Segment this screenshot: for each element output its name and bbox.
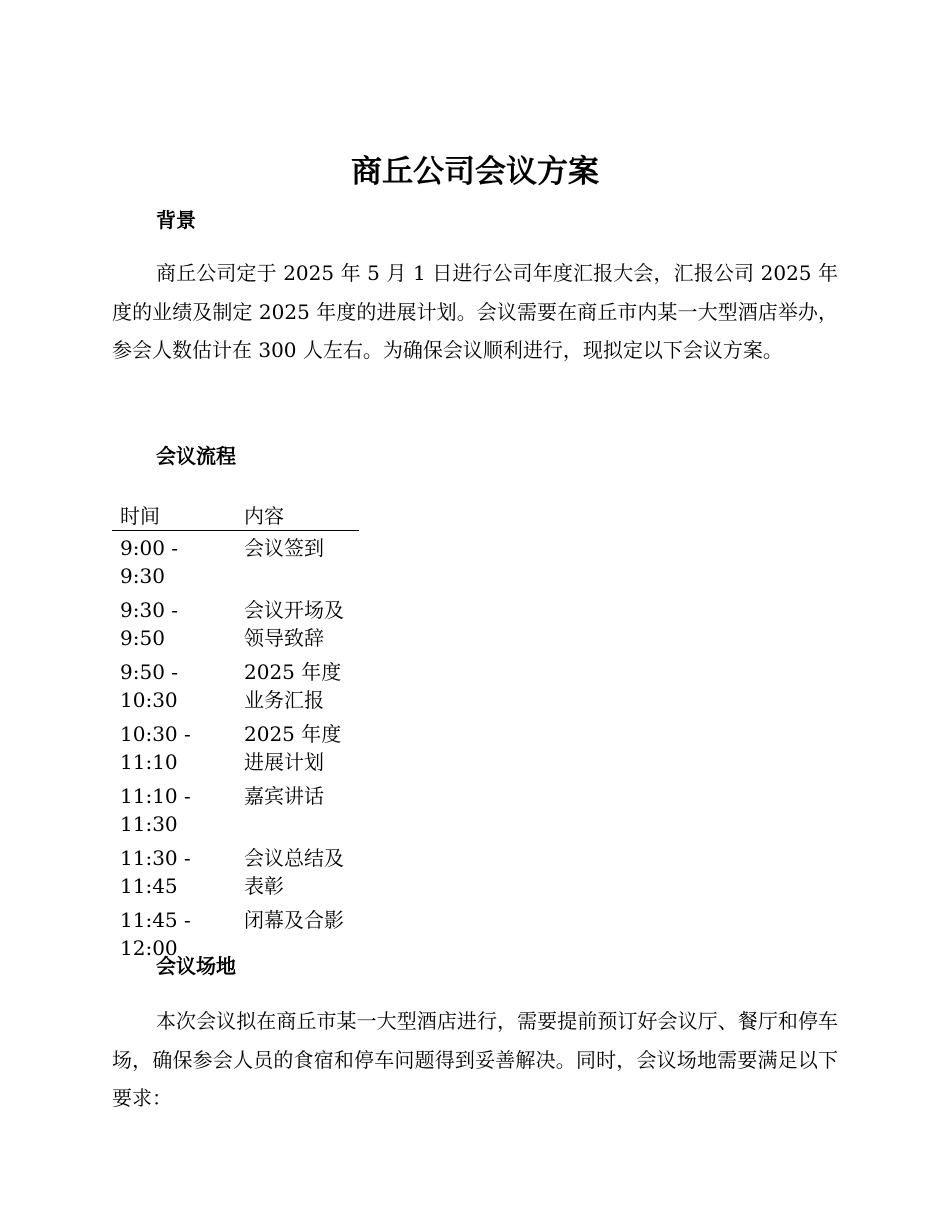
agenda-table: [112, 498, 359, 965]
agenda-time-cell: 11:45 - 12:00: [120, 908, 191, 960]
agenda-header-content: 内容: [236, 498, 359, 531]
agenda-content-cell: 嘉宾讲话: [244, 784, 324, 808]
table-row: [112, 655, 359, 717]
section-heading-background: 背景: [156, 208, 196, 232]
table-row: [112, 841, 359, 903]
agenda-content-cell: 会议总结及表彰: [244, 846, 344, 898]
agenda-time-cell: 9:50 - 10:30: [120, 660, 179, 712]
agenda-content-cell: 会议签到: [244, 536, 324, 560]
agenda-content-cell: 会议开场及领导致辞: [244, 598, 344, 650]
table-row: [112, 717, 359, 779]
agenda-time-cell: 11:10 - 11:30: [120, 784, 191, 836]
venue-paragraph: 本次会议拟在商丘市某一大型酒店进行，需要提前预订好会议厅、餐厅和停车场，确保参会人员的食宿和停车问题得到妥善解决。同时，会议场地需要满足以下要求：: [112, 1009, 838, 1110]
background-paragraph: 商丘公司定于 2025 年 5 月 1 日进行公司年度汇报大会，汇报公司 2025 年度的业绩及制定 2025 年度的进展计划。会议需要在商丘市内某一大型酒店举办，参会人数估计在 300 人左右。为确保会议顺利进行，现拟定以下会议方案。: [112, 261, 838, 362]
agenda-time-cell: 11:30 - 11:45: [120, 846, 191, 898]
agenda-time-cell: 9:30 - 9:50: [120, 598, 179, 650]
table-row: [112, 779, 359, 841]
section-heading-venue: 会议场地: [156, 954, 236, 978]
table-row: [112, 531, 359, 594]
table-row: [112, 593, 359, 655]
agenda-content-cell: 闭幕及合影: [244, 908, 344, 932]
agenda-content-cell: 2025 年度业务汇报: [244, 660, 342, 712]
agenda-content-cell: 2025 年度进展计划: [244, 722, 342, 774]
agenda-table-header-row: [112, 498, 359, 531]
agenda-header-time: 时间: [112, 498, 236, 531]
agenda-time-cell: 9:00 - 9:30: [120, 536, 179, 588]
section-heading-agenda: 会议流程: [156, 444, 236, 468]
agenda-time-cell: 10:30 - 11:10: [120, 722, 191, 774]
document-title: 商丘公司会议方案: [351, 154, 599, 190]
